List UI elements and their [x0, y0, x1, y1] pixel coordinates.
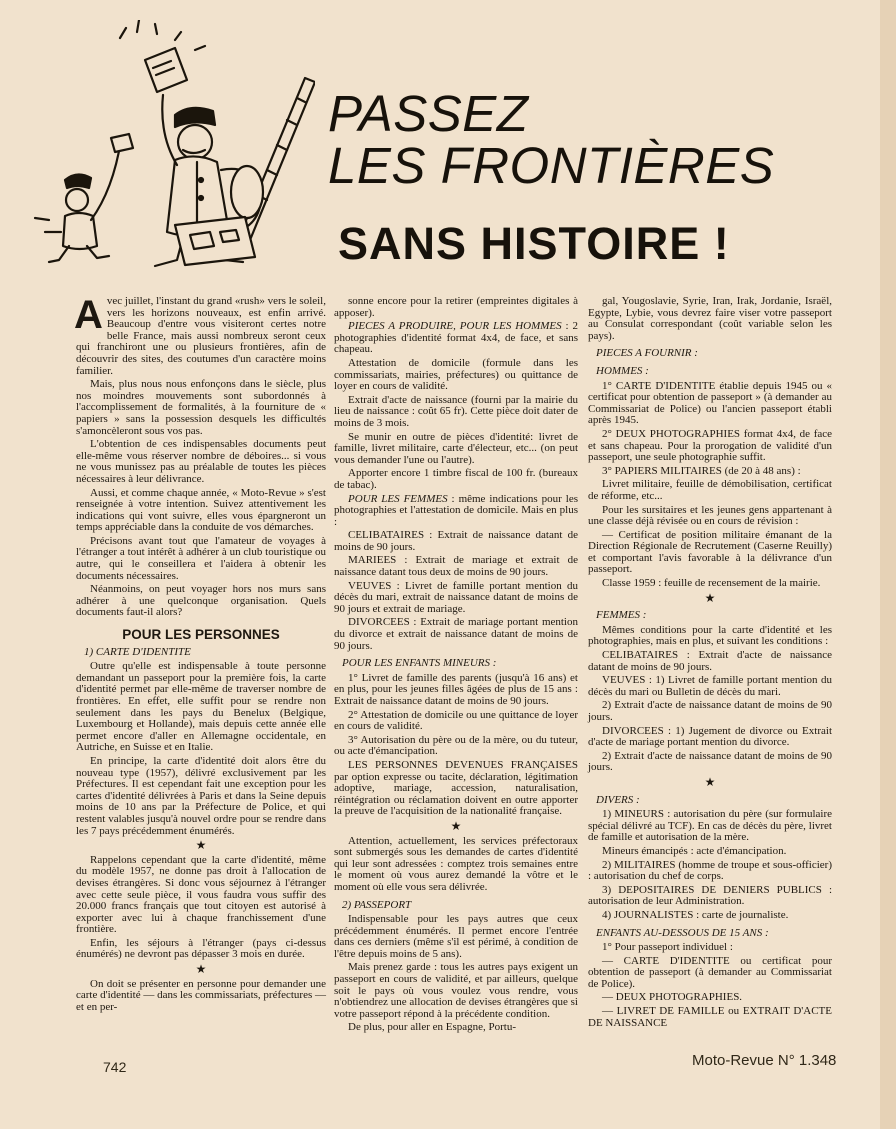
paragraph: 3° PAPIERS MILITAIRES (de 20 à 48 ans) : — [602, 464, 801, 477]
paragraph: En principe, la carte d'identité doit alors être du nouveau type (1957), délivré exclusivement par les Préfectures. Il est cependant fait une exception pour les cartes d'identité délivrées à Paris et dans la Seine depuis moins de 10 ans par la Préfecture de Police, et qui restent valables jusqu'à nouvel ordre pour se rendre dans les 7 pays précédemment énumérés. — [76, 754, 326, 837]
intro-paragraph: Avec juillet, l'instant du grand «rush» vers le soleil, vers les horizons nouveaux, est enfin arrivé. Beaucoup d'entre vous visiteront certes notre belle France, mais aussi nombreux seront ceux qui franchiront une ou plusieurs frontières, afin de découvrir des sites, des coutumes d'un caractère moins familier. — [74, 293, 326, 377]
star-separator: ★ — [704, 774, 716, 789]
paragraph: Attention, actuellement, les services préfectoraux sont submergés sous les demandes de cartes d'identité qui leur sont adressées : comptez trois semaines entre le moment où vous aurez demandé la vôtre et le moment où elle vous sera délivrée. — [334, 834, 578, 893]
page-number: 742 — [103, 1059, 127, 1075]
paragraph: 2) Extrait d'acte de naissance datant de moins de 90 jours. — [588, 749, 832, 774]
paragraph: Mêmes conditions pour la carte d'identité et les photographies, mais en plus, et suivant les conditions : — [588, 623, 832, 648]
paragraph: POUR LES FEMMES : même indications pour les photographies et l'attestation de domicile. Mais en plus : — [334, 492, 578, 528]
subheading: 1) CARTE D'IDENTITE — [84, 645, 191, 658]
paragraph: 2) MILITAIRES (homme de troupe et sous-officier) : autorisation du chef de corps. — [588, 858, 832, 883]
article-column-2 — [334, 296, 578, 1036]
paragraph: VEUVES : 1) Livret de famille portant mention du décès du mari ou Bulletin de décès du mari. — [588, 674, 832, 698]
paragraph: VEUVES : Livret de famille portant mention du décès du mari, extrait de naissance datant de moins de 90 jours et extrait de mariage. — [334, 579, 578, 615]
paragraph: LES PERSONNES DEVENUES FRANÇAISES par option expresse ou tacite, déclaration, légitimation adoptive, mariage, accession, naturalisation, réintégration ou réclamation doivent en outre apporter la preuve de l'acquisition de la nationalité française. — [334, 758, 578, 818]
paragraph: — Certificat de position militaire émanant de la Direction Régionale de Recrutement (Caserne Reuilly) et comportant l'avis favorable à la délivrance d'un passeport. — [588, 528, 832, 576]
paragraph: Se munir en outre de pièces d'identité: livret de famille, livret militaire, carte d'électeur, etc... (on peut vous demander l'une ou l'autre). — [334, 430, 578, 466]
paragraph: 3° Autorisation du père ou de la mère, ou du tuteur, ou acte d'émancipation. — [334, 733, 578, 758]
paragraph: CELIBATAIRES : Extrait d'acte de naissance datant de moins de 90 jours. — [588, 649, 832, 673]
paragraph: On doit se présenter en personne pour demander une carte d'identité — dans les commissariats, préfectures — et en per- — [76, 977, 327, 1013]
paragraph: De plus, pour aller en Espagne, Portu- — [348, 1021, 517, 1034]
subheading: ENFANTS AU-DESSOUS DE 15 ANS : — [596, 926, 769, 939]
subheading: FEMMES : — [596, 609, 647, 622]
headline-line-2: LES FRONTIÈRES — [328, 137, 775, 194]
paragraph: 2) Extrait d'acte de naissance datant de moins de 90 jours. — [588, 699, 832, 723]
paragraph: 1° Pour passeport individuel : — [602, 941, 733, 954]
subheading: POUR LES ENFANTS MINEURS : — [342, 657, 497, 670]
subheading: HOMMES : — [596, 364, 649, 377]
paragraph: MARIEES : Extrait de mariage et extrait de naissance datant tous deux de moins de 90 jours. — [334, 554, 578, 579]
headline-line-1: PASSEZ — [328, 85, 529, 142]
star-separator: ★ — [704, 590, 716, 605]
paragraph: L'obtention de ces indispensables documents peut elle-même vous réserver nombre de déboires... si vous ne vous munissez pas au préalable de toutes les pièces nécessaires à leur délivrance. — [76, 438, 326, 485]
paragraph: PIECES A PRODUIRE, POUR LES HOMMES : 2 photographies d'identité format 4x4, de face, et sans chapeau. — [334, 320, 578, 356]
paragraph: 2° Attestation de domicile ou une quittance de loyer en cours de validité. — [334, 708, 578, 733]
article-column-1 — [74, 293, 327, 1015]
star-separator: ★ — [195, 838, 207, 853]
paragraph: 1) MINEURS : autorisation du père (sur formulaire spécial délivré au TCF). En cas de décès du père, livret de famille et autorisation de la mère. — [588, 808, 832, 844]
paragraph: Précisons avant tout que l'amateur de voyages à l'étranger a tout intérêt à adhérer à un club touristique ou autre, qui le conseillera et l'aidera à obtenir les documents nécessaires. — [76, 534, 326, 582]
paragraph: — LIVRET DE FAMILLE ou EXTRAIT D'ACTE DE NAISSANCE — [588, 1005, 832, 1029]
paragraph: Apporter encore 1 timbre fiscal de 100 fr. (bureaux de tabac). — [334, 467, 578, 491]
paragraph: Mineurs émancipés : acte d'émancipation. — [602, 844, 787, 857]
paragraph: 4) JOURNALISTES : carte de journaliste. — [602, 908, 789, 921]
paragraph: — CARTE D'IDENTITE ou certificat pour obtention de passeport (à demander au Commissariat de Police). — [588, 954, 832, 990]
paragraph: Attestation de domicile (formule dans les commissariats, mairies, préfectures) ou quittance de loyer en cours de validité. — [334, 356, 578, 393]
paragraph: Pour les sursitaires et les jeunes gens appartenant à une classe déjà révisée ou en cours de révision : — [588, 503, 832, 528]
paragraph: Outre qu'elle est indispensable à toute personne demandant un passeport pour la première fois, la carte d'identité permet par elle-même de traverser nombre de frontières. En effet, elle suffit pour se rendre non seulement dans les pays du Benelux (Belgique, Luxembourg et Hollande), mais depuis cette année elle permet encore d'aller en Allemagne occidentale, en Autriche, en Suisse et en Italie. — [76, 660, 326, 754]
headline-line-3: SANS HISTOIRE ! — [338, 218, 730, 269]
paragraph: Indispensable pour les pays autres que ceux précédemment énumérés. Il permet encore l'entrée dans ces derniers (même s'il est périmé, à condition de l'être depuis moins de 5 ans). — [334, 913, 578, 960]
paragraph: gal, Yougoslavie, Syrie, Iran, Irak, Jordanie, Israël, Egypte, Lybie, vous devrez faire viser votre passeport au Consulat correspondant (coût variable selon les pays). — [588, 295, 832, 342]
article-column-3 — [588, 296, 832, 1031]
paragraph: CELIBATAIRES : Extrait de naissance datant de moins de 90 jours. — [334, 529, 578, 553]
paragraph: Extrait d'acte de naissance (fourni par la mairie du lieu de naissance : coût 65 fr). Cette pièce doit dater de moins de 3 mois. — [334, 393, 578, 429]
headline — [328, 85, 775, 194]
paragraph: Mais prenez garde : tous les autres pays exigent un passeport en cours de validité, et par ailleurs, quelque soit le pays où vous voulez vous rendre, vous n'obtiendrez une allocation de devises étrangères que si votre passeport répond à la précédente condition. — [334, 961, 578, 1020]
paragraph: 3) DEPOSITAIRES DE DENIERS PUBLICS : autorisation de leur Administration. — [588, 883, 832, 908]
magazine-issue: Moto-Revue N° 1.348 — [692, 1052, 837, 1069]
subheading: DIVERS : — [596, 793, 640, 806]
star-separator: ★ — [450, 818, 462, 833]
paragraph: 1° CARTE D'IDENTITE établie depuis 1945 ou « certificat pour obtention de passeport » (à demander au Commissariat de Police) ou l'ancien passeport établi après 1945. — [588, 379, 832, 427]
paragraph: Aussi, et comme chaque année, « Moto-Revue » s'est renseignée à votre intention. Suivez attentivement les indications qui vont suivre, elles vous épargneront un temps appréciable dans la conduite de vos démarches. — [76, 486, 326, 534]
paragraph: 1° Livret de famille des parents (jusqu'à 16 ans) et en plus, pour les jeunes filles âgées de plus de 15 ans : Extrait de naissance datant de moins de 90 jours. — [334, 671, 578, 707]
page-edge — [880, 0, 896, 1129]
paragraph: sonne encore pour la retirer (empreintes digitales à apposer). — [334, 295, 578, 319]
subheading: 2) PASSEPORT — [342, 898, 412, 911]
paragraph: Enfin, les séjours à l'étranger (pays ci-dessus énumérés) ne devront pas dépasser 3 mois en durée. — [76, 936, 326, 961]
subheading: PIECES A FOURNIR : — [596, 347, 698, 360]
drop-cap: A — [74, 293, 103, 337]
paragraph: DIVORCEES : 1) Jugement de divorce ou Extrait d'acte de mariage portant mention du divorce. — [588, 724, 832, 749]
paragraph: Rappelons cependant que la carte d'identité, même du modèle 1957, ne donne pas droit à l'allocation de devises étrangères. Si donc vous séjournez à l'étranger avec cette seule pièce, il vous faudra vous suffir des 20.000 francs français que tout citoyen est autorisé à exporter avec lui à chaque franchissement d'une frontière. — [76, 853, 326, 936]
paragraph: 2° DEUX PHOTOGRAPHIES format 4x4, de face et sans chapeau. Pour la prorogation de validité d'un passeport, une seule photographie suffit. — [588, 427, 832, 464]
section-heading: POUR LES PERSONNES — [122, 627, 280, 643]
paragraph: — DEUX PHOTOGRAPHIES. — [602, 991, 743, 1004]
paragraph: Classe 1959 : feuille de recensement de la mairie. — [602, 577, 821, 590]
star-separator: ★ — [195, 962, 207, 977]
paragraph: Néanmoins, on peut voyager hors nos murs sans adhérer à une quelconque organisation. Quels documents faut-il alors? — [76, 583, 326, 619]
paragraph: DIVORCEES : Extrait de mariage portant mention du divorce et extrait de naissance datant de moins de 90 jours. — [334, 616, 578, 652]
customs-officer-illustration — [25, 20, 315, 285]
paragraph: Livret militaire, feuille de démobilisation, certificat de réforme, etc... — [588, 478, 832, 502]
paragraph: Mais, plus nous nous enfonçons dans le siècle, plus nos moindres mouvements sont subordonnés à l'accomplissement de formalités, à la fourniture de « papiers » sans la possession desquels les difficultés s'amoncèleront sous vos pas. — [76, 378, 326, 437]
